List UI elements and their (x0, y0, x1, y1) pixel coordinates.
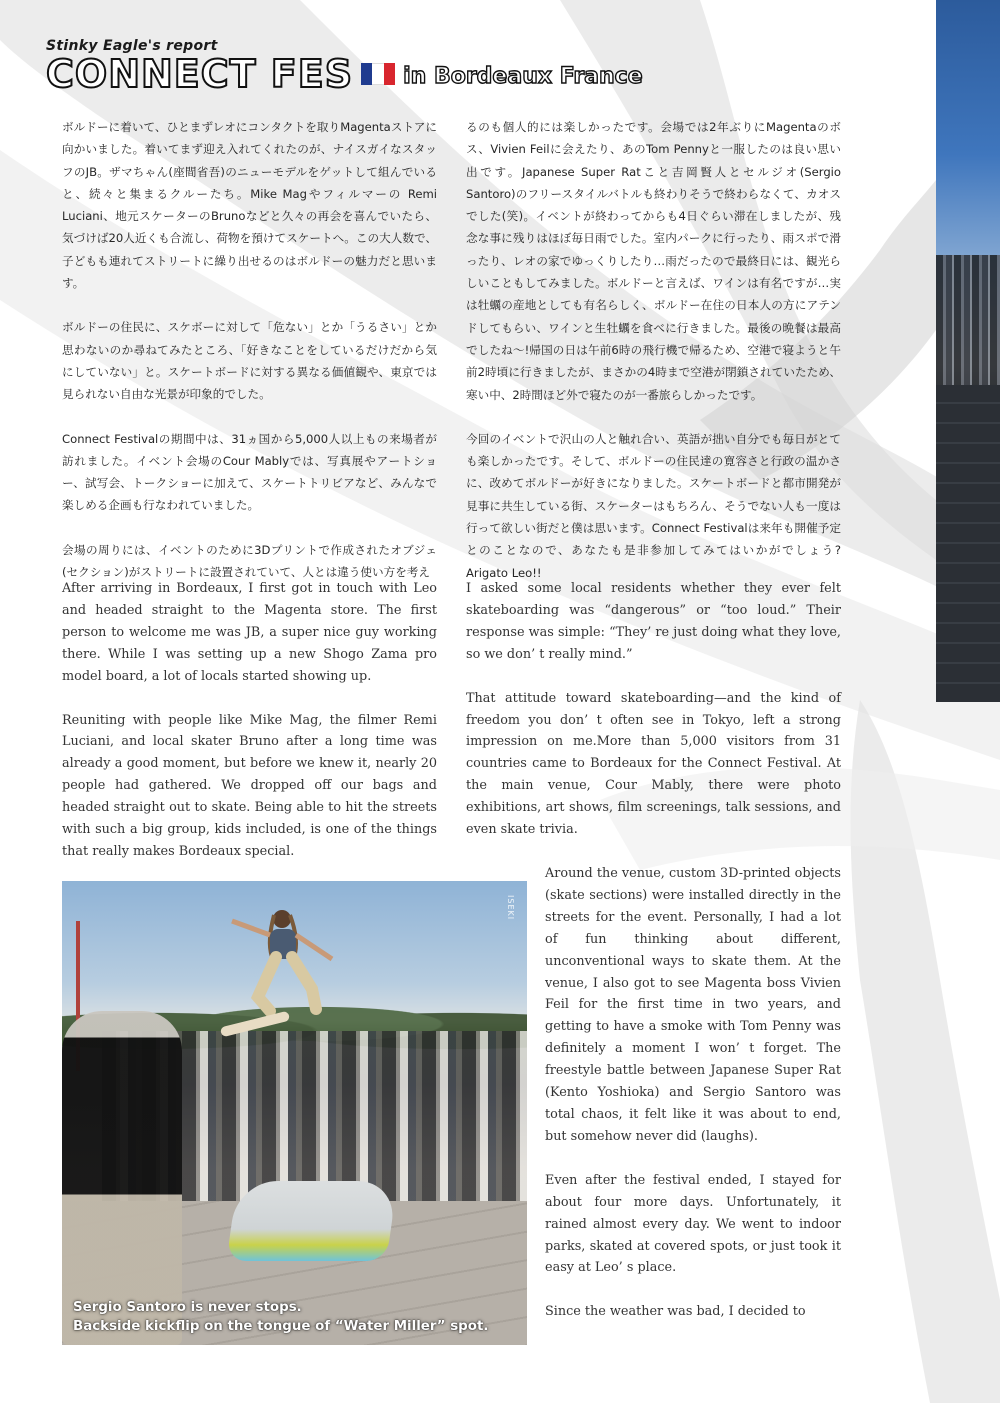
flag-stripe-blue (361, 63, 372, 85)
side-photo-ground (936, 385, 1000, 702)
skater-head (273, 910, 291, 928)
report-label: Stinky Eagle's report (46, 38, 218, 54)
skater-legs (258, 957, 316, 1011)
photo-foreground-person (62, 1011, 182, 1345)
japanese-paragraph: 会場の周りには、イベントのために3Dプリントで作成されたオブジェ(セクション)がストリートに設置されていて、人とは違う使い方を考え (62, 542, 437, 580)
photo-caption-line: Backside kickflip on the tongue of “Water Miller” spot. (73, 1319, 489, 1334)
english-paragraph: I asked some local residents whether they ever felt skateboarding was “dangerous” or “too loud.” Their response was simple: “They’ re just doing what they love, so we don’ t really mind.” (466, 581, 841, 662)
english-text-right-column (466, 578, 841, 841)
skate-photo (62, 881, 527, 1345)
photo-credit: ISEKI (506, 895, 515, 921)
english-paragraph: Reuniting with people like Mike Mag, the filmer Remi Luciani, and local skater Bruno after a long time was already a good moment, but before we knew it, nearly 20 people had gathered. We dropped off our bags and headed straight out to skate. Being able to hit the streets with such a big group, kids included, is one of the things that really makes Bordeaux special. (62, 712, 437, 859)
japanese-paragraph: 今回のイベントで沢山の人と触れ合い、英語が拙い自分でも毎日がとても楽しかったです。そして、ボルドーの住民達の寛容さと行政の温かさに、改めてボルドーが好きになりました。スケートボードと都市開発が見事に共生している街、スケーターはもちろん、そうでない人も一度は行って欲しい街だと僕は思います。Connect Festivalは来年も開催予定とのことなので、あなたも是非参加してみてはいかがでしょう? Arigato Leo!! (466, 431, 841, 580)
flag-stripe-red (384, 63, 395, 85)
side-photo-crowd (936, 255, 1000, 385)
photo-caption-line: Sergio Santoro is never stops. (73, 1300, 302, 1315)
skater-figure (212, 901, 342, 1041)
japanese-paragraph: Connect Festivalの期間中は、31ヵ国から5,000人以上もの来場者が訪れました。イベント会場のCour Mablyでは、写真展やアートショー、試写会、トークショーに加えて、スケートトリビアなど、みんなで楽しめる企画も行なわれていました。 (62, 431, 437, 513)
skateboard (220, 1011, 290, 1038)
japanese-text-right-column (466, 116, 841, 584)
english-paragraph: Even after the festival ended, I stayed for about four more days. Unfortunately, it rained almost every day. We went to indoor parks, skated at covered spots, or just took it easy at Leo’ s place. (545, 1172, 841, 1276)
japanese-paragraph: ボルドーの住民に、スケボーに対して「危ない」とか「うるさい」とか思わないのか尋ねてみたところ、「好きなことをしているだけだから気にしていない」と。スケートボードに対する異なる価値観や、東京では見られない自由な光景が印象的でした。 (62, 320, 437, 402)
japanese-paragraph: るのも個人的には楽しかったです。会場では2年ぶりにMagentaのボス、Vivien Feilに会えたり、あのTom Pennyと一服したのは良い思い出です。Japanese Super Ratこと吉岡賢人とセルジオ(Sergio Santoro)のフリースタイルバトルも終わりそうで終わらなくて、カオスでした(笑)。イベントが終わってからも4日ぐらい滞在しましたが、残念な事に残りはほぼ毎日雨でした。室内パークに行ったり、雨スポで滑ったり、レオの家でゆっくりしたり…雨だったので最終日には、観光らしいこともしてみました。ボルドーと言えば、ワインは有名ですが…実は牡蠣の産地としても有名らしく、ボルドー在住の日本人の方にアテンドしてもらい、ワインと生牡蠣を食べに行きました。最後の晩餐は最高でしたね～!帰国の日は午前6時の飛行機で帰るため、空港で寝ようと午前2時頃に行きましたが、まさかの4時まで空港が閉鎖されていたため、寒い中、2時間ほど外で寝たのが一番旅らしかったです。 (466, 120, 841, 402)
photo-caption (73, 1298, 488, 1336)
english-text-bottom-column (545, 863, 841, 1323)
flag-stripe-white (372, 63, 383, 85)
article-title: CONNECT FES (46, 52, 354, 96)
english-text-left-column (62, 578, 437, 863)
english-paragraph: Around the venue, custom 3D-printed objects (skate sections) were installed directly in the streets for the event. Personally, I had a lot of fun thinking about different, unconventional ways to skate them. At the venue, I also got to see Magenta boss Vivien Feil for the first time in two years, and getting to have a smoke with Tom Penny was definitely a moment I won’ t forget. The freestyle battle between Japanese Super Rat (Kento Yoshioka) and Sergio Santoro was total chaos, it felt like it was about to end, but somehow never did (laughs). (545, 866, 841, 1144)
article-subtitle: in Bordeaux France (403, 64, 643, 89)
english-paragraph: Since the weather was bad, I decided to (545, 1304, 806, 1320)
japanese-text-left-column (62, 116, 437, 583)
japanese-paragraph: ボルドーに着いて、ひとまずレオにコンタクトを取りMagentaストアに向かいました。着いてまず迎え入れてくれたのが、ナイスガイなスタッフのJB。ザマちゃん(座間省吾)のニューモデルをゲットして組んでいると、続々と集まるクルーたち。Mike Magやフィルマーの Remi Luciani、地元スケーターのBrunoなどと久々の再会を喜んでいたら、気づけば20人近くも合流し、荷物を預けてスケートへ。この大人数で、子どもも連れてストリートに繰り出せるのはボルドーの魅力だと思います。 (62, 120, 437, 291)
title-row (46, 52, 643, 96)
side-photo-strip (936, 0, 1000, 702)
english-paragraph: That attitude toward skateboarding—and the kind of freedom you don’ t often see in Tokyo, left a strong impression on me.More than 5,000 visitors from 31 countries came to Bordeaux for the Connect Festival. At the main venue, Cour Mably, there were photo exhibitions, art shows, film screenings, talk sessions, and even skate trivia. (466, 690, 841, 838)
english-paragraph: After arriving in Bordeaux, I first got in touch with Leo and headed straight to the Magenta store. The first person to welcome me was JB, a super nice guy working there. While I was setting up a new Shogo Zama pro model board, a lot of locals started showing up. (62, 581, 437, 684)
photo-3d-printed-section (226, 1181, 397, 1261)
france-flag-icon (361, 63, 395, 85)
article-header (46, 38, 643, 96)
